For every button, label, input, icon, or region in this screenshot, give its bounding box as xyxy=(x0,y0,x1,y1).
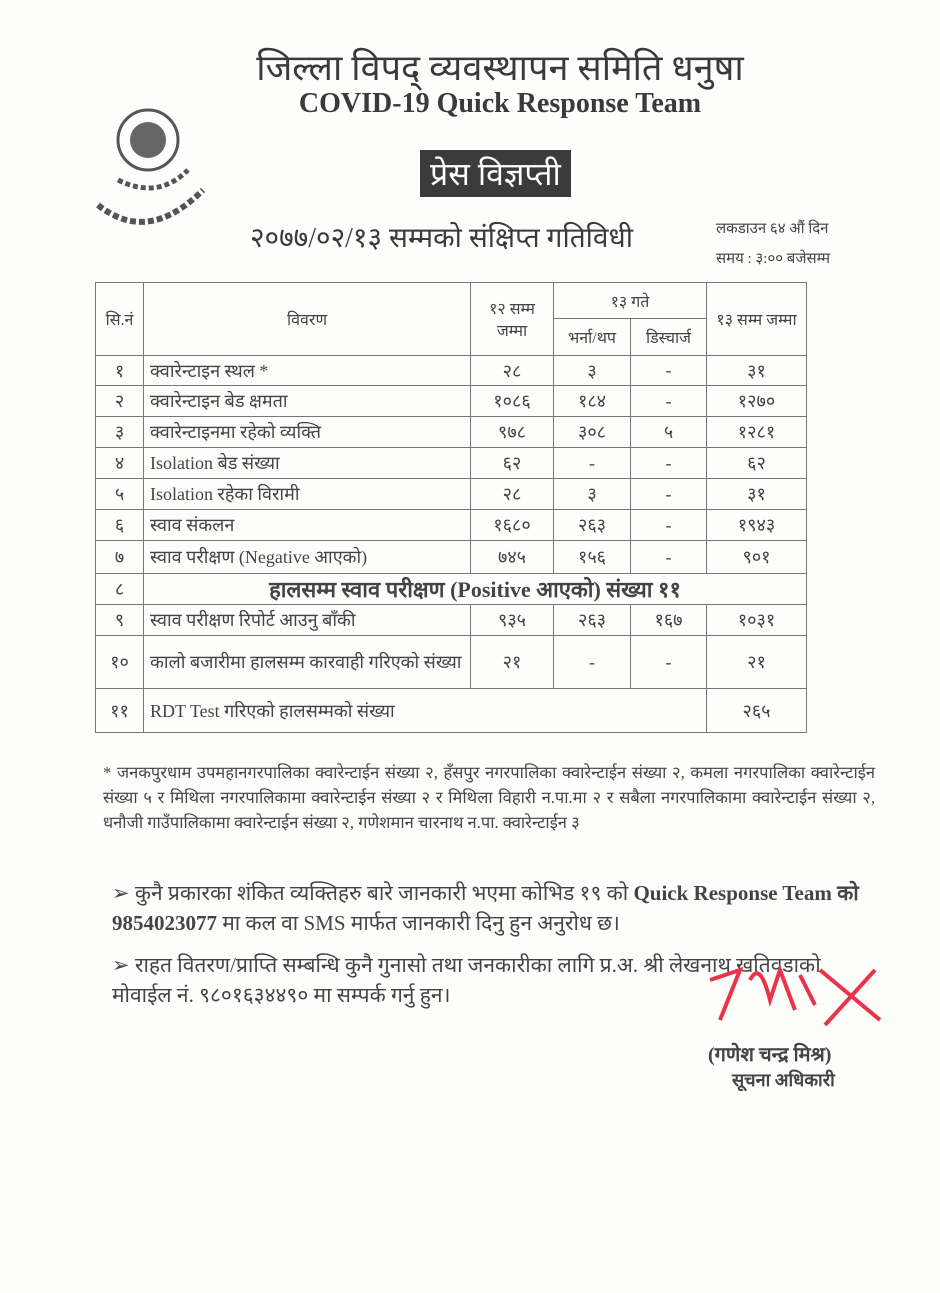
cell-till-13: २१ xyxy=(707,636,807,689)
header-on-13: १३ गते xyxy=(554,283,707,319)
header-sn: सि.नं xyxy=(96,283,144,356)
cell-till-12: ७४५ xyxy=(471,541,554,574)
cell-admitted: २६३ xyxy=(554,510,631,541)
table-row xyxy=(96,448,807,479)
table-row xyxy=(96,386,807,417)
committee-title: जिल्ला विपद् व्यवस्थापन समिति धनुषा xyxy=(256,48,744,88)
cell-till-13: ३१ xyxy=(707,356,807,386)
table-row xyxy=(96,636,807,689)
cell-admitted: ३ xyxy=(554,479,631,510)
cell-sn: ३ xyxy=(96,417,144,448)
header-till-12: १२ सम्म जम्मा xyxy=(471,283,554,356)
cell-till-12: १०८६ xyxy=(471,386,554,417)
table-row xyxy=(96,479,807,510)
signer-title: सूचना अधिकारी xyxy=(732,1070,835,1090)
table-row xyxy=(96,356,807,386)
quarantine-footnote: * जनकपुरधाम उपमहानगरपालिका क्वारेन्टाईन संख्या २, हँसपुर नगरपालिका क्वारेन्टाईन संख्या २, कमला नगरपालिका क्वारेन्टाईन संख्या ५ र मिथिला नगरपालिकामा क्वारेन्टाईन संख्या २ र मिथिला विहारी न.पा.मा २ र सबैला नगरपालिकामा क्वारेन्टाईन संख्या २, धनौजी गाउँपालिकामा क्वारेन्टाईन संख्या २, गणेशमान चारनाथ न.पा. क्वारेन्टाईन ३ xyxy=(103,763,875,832)
cell-till-12: १६८० xyxy=(471,510,554,541)
cell-positive-summary: हालसम्म स्वाव परीक्षण (Positive आएको) संख्या ११ xyxy=(144,574,807,605)
table-row xyxy=(96,689,807,733)
cell-sn: १० xyxy=(96,636,144,689)
team-subtitle: COVID-19 Quick Response Team xyxy=(298,88,702,119)
cell-discharged: - xyxy=(631,510,707,541)
cell-till-13: १२७० xyxy=(707,386,807,417)
table-row xyxy=(96,574,807,605)
cell-till-13: २६५ xyxy=(707,689,807,733)
cell-description: क्वारेन्टाइन बेड क्षमता xyxy=(144,386,471,417)
cell-description: स्वाव परीक्षण रिपोर्ट आउनु बाँकी xyxy=(144,605,471,636)
cell-description: स्वाव परीक्षण (Negative आएको) xyxy=(144,541,471,574)
cell-admitted: ३०८ xyxy=(554,417,631,448)
cell-admitted: २६३ xyxy=(554,605,631,636)
table-row xyxy=(96,541,807,574)
header-discharged: डिस्चार्ज xyxy=(631,319,707,356)
cell-discharged: ५ xyxy=(631,417,707,448)
cell-discharged: - xyxy=(631,479,707,510)
bullet-text: कुनै प्रकारका शंकित व्यक्तिहरु बारे जानकारी भएमा कोभिड १९ को xyxy=(134,881,634,905)
press-release-heading: प्रेस विज्ञप्ती xyxy=(420,150,571,197)
table-row xyxy=(96,417,807,448)
cell-discharged: - xyxy=(631,541,707,574)
activity-table xyxy=(95,282,807,733)
cell-till-12: २८ xyxy=(471,479,554,510)
cell-till-13: १०३१ xyxy=(707,605,807,636)
district-administration-seal-icon xyxy=(88,95,238,245)
cell-till-13: ९०१ xyxy=(707,541,807,574)
header-admitted: भर्ना/थप xyxy=(554,319,631,356)
cell-sn: १ xyxy=(96,356,144,386)
signature-icon xyxy=(700,960,890,1040)
cell-till-12: २१ xyxy=(471,636,554,689)
report-time: समय : ३:०० बजेसम्म xyxy=(716,251,831,267)
cell-description: कालो बजारीमा हालसम्म कारवाही गरिएको संख्या xyxy=(144,636,471,689)
header-till-13: १३ सम्म जम्मा xyxy=(707,283,807,356)
cell-sn: ६ xyxy=(96,510,144,541)
bullet-text: राहत वितरण/प्राप्ति सम्बन्धि कुनै गुनासो तथा जनकारीका लागि प्र.अ. श्री लेखनाथ खतिवडाको मोवाईल नं. ९८०१६३४४९० मा सम्पर्क गर्नु हुन। xyxy=(112,953,821,1007)
cell-sn: २ xyxy=(96,386,144,417)
summary-date-line: २०७७/०२/१३ सम्मको संक्षिप्त गतिविधी xyxy=(250,223,633,254)
header-description: विवरण xyxy=(144,283,471,356)
cell-sn: ९ xyxy=(96,605,144,636)
cell-admitted: - xyxy=(554,636,631,689)
cell-till-13: ३१ xyxy=(707,479,807,510)
cell-till-13: १२८१ xyxy=(707,417,807,448)
cell-discharged: १६७ xyxy=(631,605,707,636)
cell-discharged: - xyxy=(631,448,707,479)
cell-description: Isolation रहेका विरामी xyxy=(144,479,471,510)
cell-till-12: ९७८ xyxy=(471,417,554,448)
cell-description: क्वारेन्टाइन स्थल * xyxy=(144,356,471,386)
bullet-relief-contact: ➢ राहत वितरण/प्राप्ति सम्बन्धि कुनै गुनासो तथा जनकारीका लागि प्र.अ. श्री लेखनाथ खतिवडाको मोवाईल नं. ९८०१६३४४९० मा सम्पर्क गर्नु हुन। xyxy=(112,953,821,1007)
bullet-bold-text: Quick Response Team को 9854023077 xyxy=(112,881,859,935)
cell-till-12: २८ xyxy=(471,356,554,386)
cell-till-13: १९४३ xyxy=(707,510,807,541)
cell-till-12: ९३५ xyxy=(471,605,554,636)
table-row xyxy=(96,510,807,541)
cell-till-13: ६२ xyxy=(707,448,807,479)
cell-admitted: ३ xyxy=(554,356,631,386)
cell-sn: ११ xyxy=(96,689,144,733)
cell-sn: ५ xyxy=(96,479,144,510)
signer-name: (गणेश चन्द्र मिश्र) xyxy=(708,1044,832,1066)
cell-sn: ८ xyxy=(96,574,144,605)
cell-admitted: १५६ xyxy=(554,541,631,574)
table-row xyxy=(96,605,807,636)
cell-description: क्वारेन्टाइनमा रहेको व्यक्ति xyxy=(144,417,471,448)
cell-description: RDT Test गरिएको हालसम्मको संख्या xyxy=(144,689,707,733)
cell-description: स्वाव संकलन xyxy=(144,510,471,541)
cell-description: Isolation बेड संख्या xyxy=(144,448,471,479)
lockdown-day: लकडाउन ६४ औं दिन xyxy=(716,221,829,237)
cell-admitted: - xyxy=(554,448,631,479)
cell-admitted: १८४ xyxy=(554,386,631,417)
cell-discharged: - xyxy=(631,386,707,417)
cell-sn: ७ xyxy=(96,541,144,574)
bullet-text: मा कल वा SMS मार्फत जानकारी दिनु हुन अनुरोध छ। xyxy=(217,911,620,935)
bullet-quick-response: ➢ कुनै प्रकारका शंकित व्यक्तिहरु बारे जानकारी भएमा कोभिड १९ को Quick Response Team को 9854023077 मा कल वा SMS मार्फत जानकारी दिनु हुन अनुरोध छ। xyxy=(112,881,859,935)
cell-discharged: - xyxy=(631,636,707,689)
cell-sn: ४ xyxy=(96,448,144,479)
cell-till-12: ६२ xyxy=(471,448,554,479)
cell-discharged: - xyxy=(631,356,707,386)
